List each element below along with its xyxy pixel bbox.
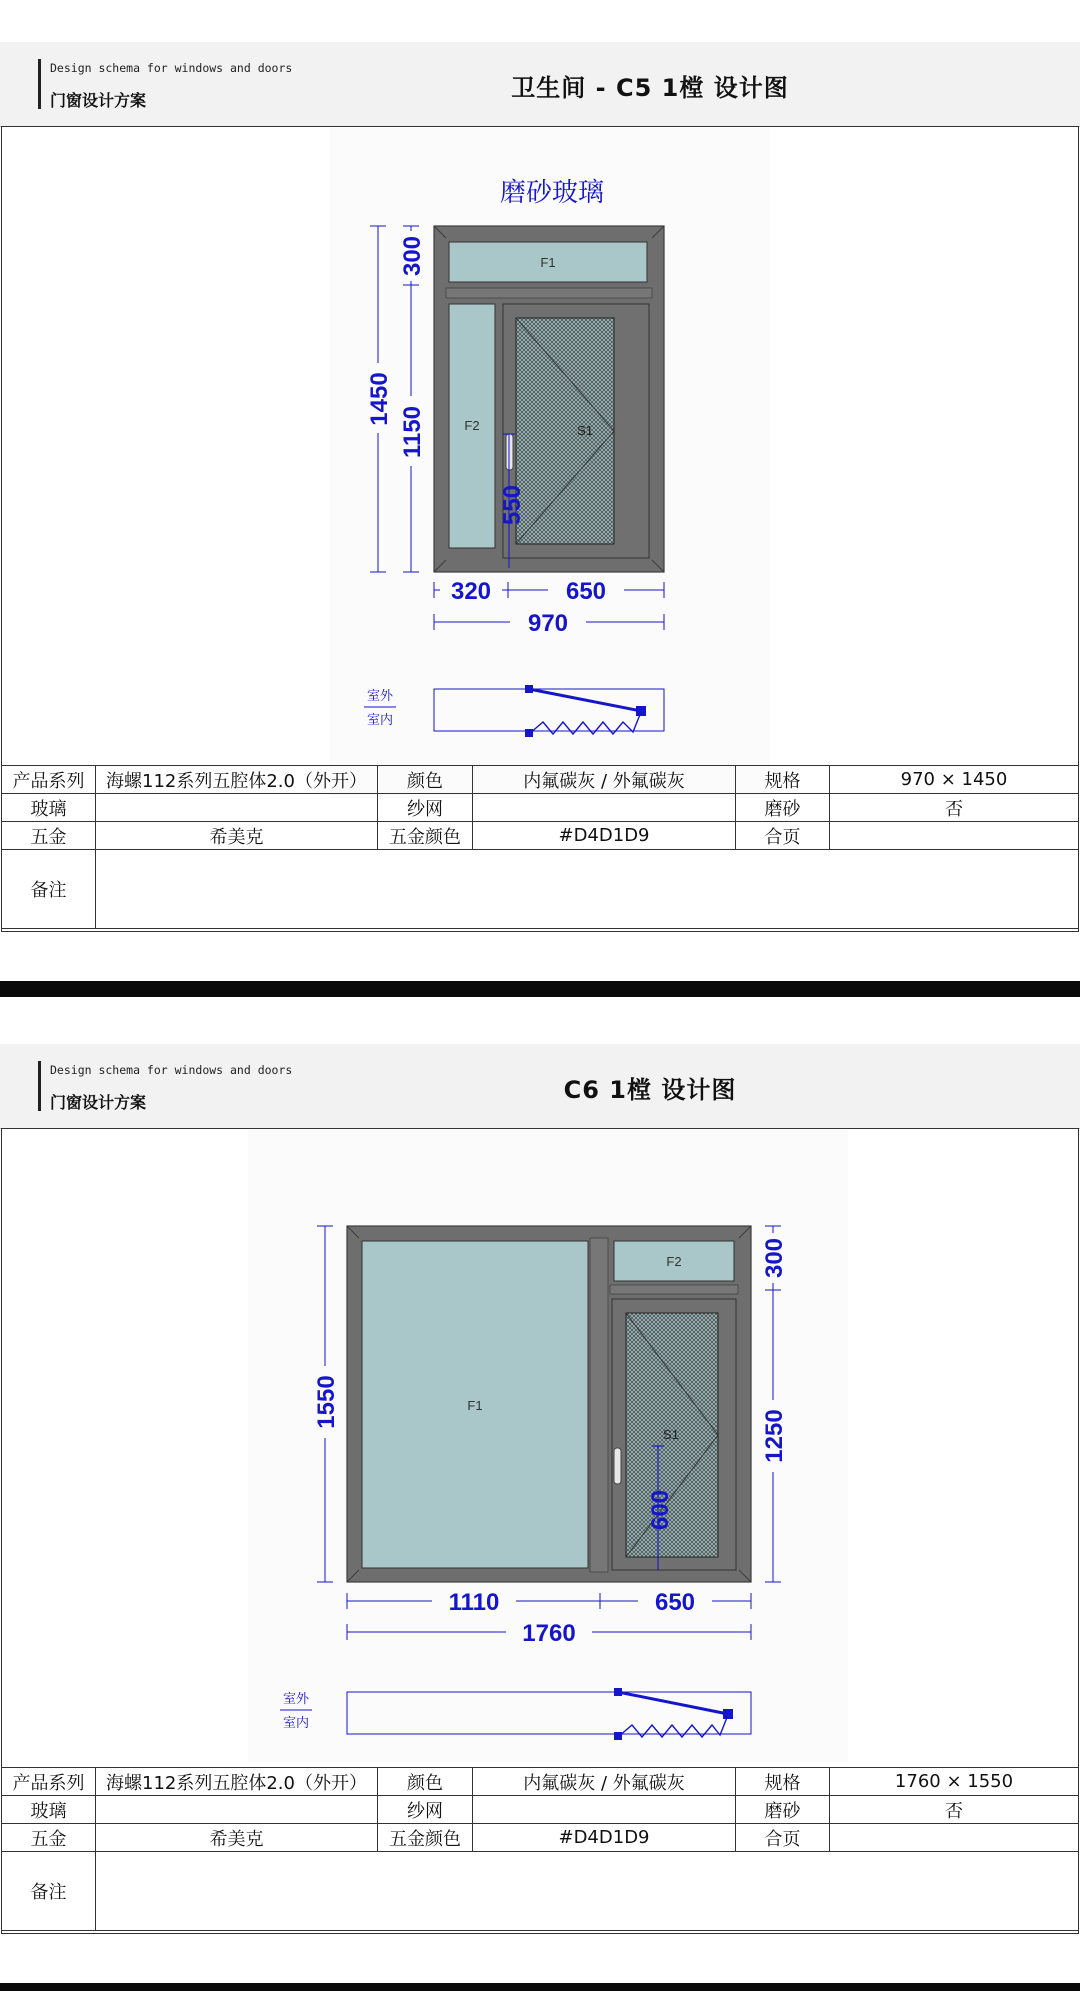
spec-table <box>1 1767 1079 1931</box>
remark-label: 备注 <box>2 1852 96 1931</box>
sheet-title: 卫生间 - C5 1樘 设计图 <box>511 74 789 102</box>
screen-value <box>473 1796 736 1824</box>
panel-f2-label: F2 <box>666 1254 682 1269</box>
page-divider <box>0 1983 1080 1991</box>
table-row <box>2 850 1079 929</box>
hardware-color-value: #D4D1D9 <box>473 1824 736 1852</box>
hardware-color-value: #D4D1D9 <box>473 822 736 850</box>
hardware-value: 希美克 <box>96 1824 378 1852</box>
remark-label: 备注 <box>2 850 96 929</box>
color-label: 颜色 <box>378 766 473 794</box>
table-row <box>2 1852 1079 1931</box>
handle-icon <box>614 1448 621 1484</box>
window-drawing-c6 <box>248 1130 848 1770</box>
hardware-color-label: 五金颜色 <box>378 1824 473 1852</box>
inside-label: 室内 <box>366 712 394 727</box>
sheet-title: C6 1樘 设计图 <box>563 1076 737 1104</box>
hardware-label: 五金 <box>2 822 96 850</box>
hardware-value: 希美克 <box>96 822 378 850</box>
dim-total-height: 1450 <box>366 372 393 426</box>
series-value: 海螺112系列五腔体2.0（外开） <box>96 766 378 794</box>
transom-bar <box>446 288 652 298</box>
hardware-color-label: 五金颜色 <box>378 822 473 850</box>
frosted-label: 磨砂 <box>736 1796 830 1824</box>
series-label: 产品系列 <box>2 766 96 794</box>
frosted-value: 否 <box>830 794 1079 822</box>
sheet-header <box>0 42 1080 127</box>
glass-note: 磨砂玻璃 <box>499 177 605 207</box>
remark-value <box>96 850 1079 929</box>
outside-label: 室外 <box>282 1691 310 1706</box>
frosted-value: 否 <box>830 1796 1079 1824</box>
size-value: 1760 × 1550 <box>830 1768 1079 1796</box>
design-sheet-c5 <box>0 42 1080 932</box>
dim-left-width: 1110 <box>448 1589 500 1616</box>
glass-value <box>96 794 378 822</box>
glass-label: 玻璃 <box>2 794 96 822</box>
glass-value <box>96 1796 378 1824</box>
table-row <box>2 822 1079 850</box>
dim-total-width: 970 <box>527 610 569 637</box>
screen-value <box>473 794 736 822</box>
inside-label: 室内 <box>282 1715 310 1730</box>
panel-f2-label: F2 <box>464 418 480 433</box>
panel-f1-label: F1 <box>540 255 556 270</box>
hardware-label: 五金 <box>2 1824 96 1852</box>
window-drawing-c5 <box>330 128 770 808</box>
panel-f1-label: F1 <box>467 1398 483 1413</box>
table-row <box>2 1768 1079 1796</box>
dim-total-height: 1550 <box>313 1375 340 1429</box>
header-subtitle-cn: 门窗设计方案 <box>50 91 147 110</box>
panel-s1-label: S1 <box>663 1427 679 1442</box>
table-row <box>2 1796 1079 1824</box>
screen-label: 纱网 <box>378 1796 473 1824</box>
panel-s1-label: S1 <box>577 423 593 438</box>
hinge-label: 合页 <box>736 1824 830 1852</box>
transom-bar <box>610 1285 738 1294</box>
dim-bottom-height: 1150 <box>399 405 426 459</box>
dim-handle-height: 600 <box>647 1489 674 1531</box>
header-subtitle-en: Design schema for windows and doors <box>50 1063 293 1077</box>
color-value: 内氟碳灰 / 外氟碳灰 <box>473 766 736 794</box>
dim-right-width: 650 <box>565 578 607 605</box>
design-sheet-c6 <box>0 1044 1080 1934</box>
color-value: 内氟碳灰 / 外氟碳灰 <box>473 1768 736 1796</box>
series-value: 海螺112系列五腔体2.0（外开） <box>96 1768 378 1796</box>
hinge-label: 合页 <box>736 822 830 850</box>
dim-top-height: 300 <box>761 1237 788 1279</box>
header-subtitle-cn: 门窗设计方案 <box>50 1093 147 1112</box>
header-subtitle-en: Design schema for windows and doors <box>50 61 293 75</box>
sheet-header <box>0 1044 1080 1129</box>
table-row <box>2 794 1079 822</box>
remark-value <box>96 1852 1079 1931</box>
glass-label: 玻璃 <box>2 1796 96 1824</box>
panel-s1-screen <box>516 318 614 544</box>
dim-handle-height: 550 <box>499 484 526 526</box>
dim-top-height: 300 <box>399 235 426 277</box>
mullion-bar <box>590 1238 608 1572</box>
series-label: 产品系列 <box>2 1768 96 1796</box>
frosted-label: 磨砂 <box>736 794 830 822</box>
page-divider <box>0 981 1080 997</box>
size-value: 970 × 1450 <box>830 766 1079 794</box>
dim-right-width: 650 <box>654 1589 696 1616</box>
dim-left-width: 320 <box>450 578 492 605</box>
table-row <box>2 1824 1079 1852</box>
dim-bottom-height: 1250 <box>761 1409 788 1463</box>
screen-label: 纱网 <box>378 794 473 822</box>
size-label: 规格 <box>736 1768 830 1796</box>
spec-table <box>1 765 1079 929</box>
table-row <box>2 766 1079 794</box>
size-label: 规格 <box>736 766 830 794</box>
hinge-value <box>830 1824 1079 1852</box>
outside-label: 室外 <box>366 688 394 703</box>
dim-total-width: 1760 <box>522 1620 576 1647</box>
color-label: 颜色 <box>378 1768 473 1796</box>
hinge-value <box>830 822 1079 850</box>
